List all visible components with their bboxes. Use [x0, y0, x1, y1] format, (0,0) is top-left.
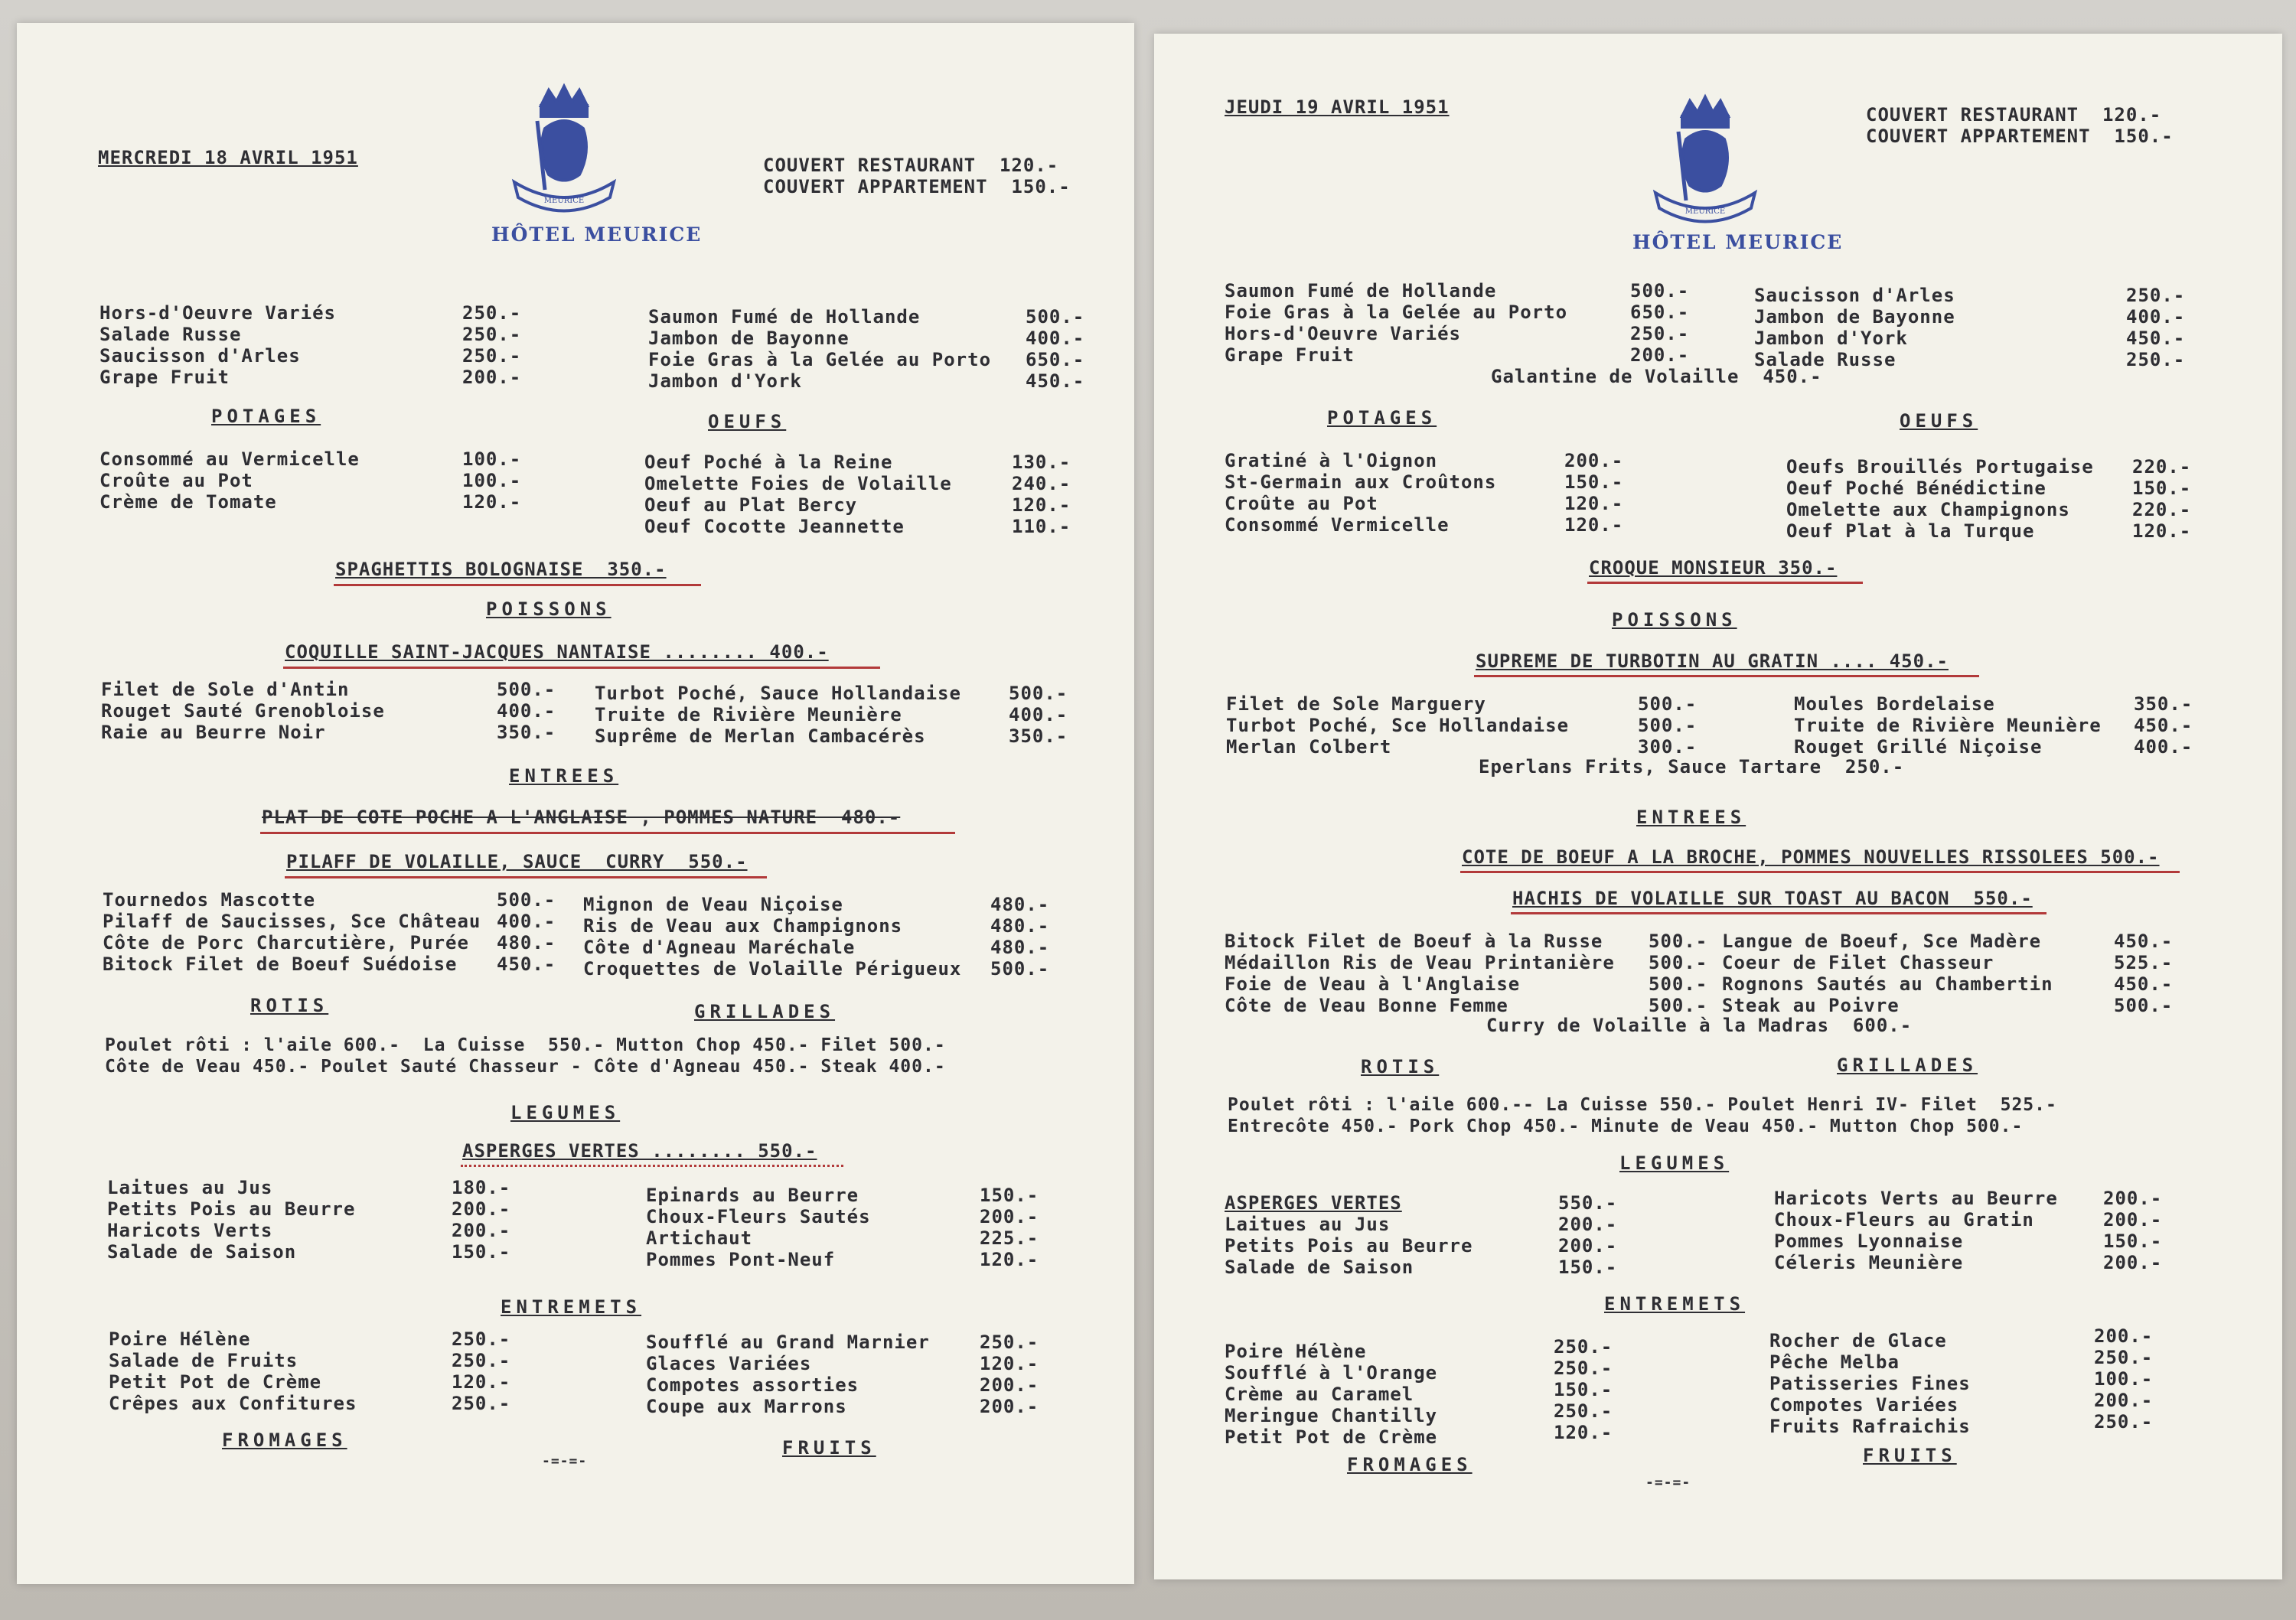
- price: 500.-: [990, 958, 1050, 979]
- price: 200.-: [452, 1198, 511, 1220]
- list-item: Suprême de Merlan Cambacérès: [595, 725, 926, 747]
- special-dish: SUPREME DE TURBOTIN AU GRATIN .... 450.-: [1476, 650, 1949, 672]
- section-title-fromages: FROMAGES: [1347, 1454, 1473, 1475]
- list-item: Bitock Filet de Boeuf à la Russe: [1225, 931, 1603, 952]
- list-item: Saucisson d'Arles: [1754, 285, 1955, 306]
- list-item: Ris de Veau aux Champignons: [583, 915, 903, 937]
- red-underline: [1474, 675, 1979, 677]
- price: 100.-: [462, 470, 522, 491]
- special-dish: SPAGHETTIS BOLOGNAISE 350.-: [335, 559, 667, 580]
- price: 120.-: [1554, 1422, 1613, 1443]
- price: 650.-: [1630, 302, 1690, 323]
- price: 450.-: [2126, 328, 2186, 349]
- price: 500.-: [2114, 995, 2174, 1016]
- list-item: Médaillon Ris de Veau Printanière: [1225, 952, 1615, 973]
- special-dish: PILAFF DE VOLAILLE, SAUCE CURRY 550.-: [286, 851, 748, 872]
- list-item: Omelette aux Champignons: [1786, 499, 2070, 520]
- entrees-left-names: [103, 889, 481, 975]
- potages-prices: [1564, 450, 1623, 536]
- end-mark: -=-=-: [542, 1453, 588, 1469]
- list-item: Oeuf Plat à la Turque: [1786, 520, 2035, 542]
- list-item: Céleris Meunière: [1774, 1252, 1964, 1273]
- potages-names: [99, 448, 360, 513]
- entrees-left-prices: [1649, 931, 1707, 1016]
- couvert-line: COUVERT RESTAURANT 120.-: [1866, 104, 2162, 125]
- list-item: Consommé Vermicelle: [1225, 514, 1450, 536]
- entrees-left-names: [1225, 931, 1615, 1016]
- list-item: Raie au Beurre Noir: [101, 722, 326, 743]
- price: 250.-: [2094, 1347, 2154, 1368]
- price: 120.-: [980, 1249, 1039, 1270]
- oeufs-prices: [1012, 451, 1071, 537]
- rotis-line: Poulet rôti : l'aile 600.- La Cuisse 550.- Mutton Chop 450.- Filet 500.-: [105, 1035, 946, 1055]
- starters-right-names: [648, 306, 991, 392]
- list-item: Saumon Fumé de Hollande: [1225, 280, 1497, 302]
- list-item: Salade de Saison: [1225, 1257, 1414, 1278]
- hotel-crest-logo: [507, 83, 621, 236]
- poissons-right-names: [595, 683, 961, 747]
- list-item: Filet de Sole d'Antin: [101, 679, 350, 700]
- red-underline: [260, 832, 955, 834]
- list-item: Foie Gras à la Gelée au Porto: [648, 349, 992, 370]
- legumes-right-prices: [2103, 1188, 2162, 1273]
- list-item: Turbot Poché, Sauce Hollandaise: [595, 683, 961, 704]
- price: 250.-: [980, 1332, 1039, 1353]
- section-title-poissons: POISSONS: [486, 598, 612, 620]
- price: 400.-: [1009, 704, 1068, 725]
- price: 200.-: [1558, 1235, 1618, 1257]
- list-item: Jambon d'York: [648, 370, 802, 392]
- price: 450.-: [2134, 715, 2193, 736]
- price: 400.-: [1026, 328, 1085, 349]
- special-dish-struck: PLAT DE COTE POCHE A L'ANGLAISE , POMMES NATURE 480.-: [262, 807, 901, 828]
- list-item: Soufflé à l'Orange: [1225, 1362, 1438, 1384]
- list-item: Croquettes de Volaille Périgueux: [583, 958, 962, 979]
- list-item: Hors-d'Oeuvre Variés: [1225, 323, 1461, 344]
- price: 180.-: [452, 1177, 511, 1198]
- price: 500.-: [1630, 280, 1690, 302]
- price: 650.-: [1026, 349, 1085, 370]
- price: 220.-: [2132, 456, 2192, 478]
- section-title-entremets: ENTREMETS: [1604, 1293, 1746, 1315]
- price: 120.-: [2132, 520, 2192, 542]
- list-item: Crêpes aux Confitures: [109, 1393, 357, 1414]
- list-item: Salade Russe: [1754, 349, 1896, 370]
- price: 500.-: [1638, 693, 1698, 715]
- section-title-grillades: GRILLADES: [694, 1001, 836, 1022]
- price: 200.-: [980, 1206, 1039, 1227]
- price: 500.-: [1009, 683, 1068, 704]
- entremets-left-names: [109, 1328, 357, 1414]
- list-item: Bitock Filet de Boeuf Suédoise: [103, 953, 458, 975]
- entremets-left-prices: [1554, 1336, 1613, 1443]
- list-item: Poire Hélène: [1225, 1341, 1367, 1362]
- price: 400.-: [497, 700, 556, 722]
- price: 120.-: [452, 1371, 511, 1393]
- list-item: Haricots Verts au Beurre: [1774, 1188, 2058, 1209]
- entrees-right-prices: [990, 894, 1049, 979]
- price: 100.-: [462, 448, 522, 470]
- red-underline: [1511, 912, 2047, 914]
- price: 480.-: [990, 894, 1050, 915]
- galantine-line: Galantine de Volaille 450.-: [1491, 366, 1822, 387]
- list-item: Oeuf Poché Bénédictine: [1786, 478, 2047, 499]
- price: 220.-: [2132, 499, 2192, 520]
- price: 350.-: [497, 722, 556, 743]
- section-title-rotis: ROTIS: [250, 995, 329, 1016]
- poissons-left-names: [101, 679, 385, 743]
- legumes-right-names: [646, 1185, 871, 1270]
- price: 500.-: [1026, 306, 1085, 328]
- list-item: Crème de Tomate: [99, 491, 277, 513]
- poissons-right-prices: [1009, 683, 1068, 747]
- price: 250.-: [2126, 285, 2186, 306]
- price: 500.-: [1649, 952, 1708, 973]
- special-dish: COQUILLE SAINT-JACQUES NANTAISE ........ 400.-: [285, 641, 829, 663]
- legumes-left-names: [1225, 1192, 1473, 1278]
- price: 500.-: [1649, 995, 1708, 1016]
- price: 500.-: [497, 679, 556, 700]
- list-item: Choux-Fleurs Sautés: [646, 1206, 871, 1227]
- list-item: Compotes Variées: [1769, 1394, 1959, 1416]
- list-item: Petits Pois au Beurre: [1225, 1235, 1473, 1257]
- red-underline: [334, 584, 701, 586]
- price: 200.-: [2094, 1390, 2154, 1411]
- couvert-line: COUVERT APPARTEMENT 150.-: [1866, 125, 2174, 147]
- price: 500.-: [1638, 715, 1698, 736]
- starters-right-prices: [1026, 306, 1084, 392]
- legumes-right-prices: [980, 1185, 1039, 1270]
- price: 150.-: [452, 1241, 511, 1263]
- list-item: Grape Fruit: [1225, 344, 1355, 366]
- price: 130.-: [1012, 451, 1071, 473]
- poissons-right-prices: [2134, 693, 2193, 758]
- oeufs-names: [644, 451, 952, 537]
- list-item: Pêche Melba: [1769, 1351, 1900, 1373]
- list-item: Oeuf Poché à la Reine: [644, 451, 893, 473]
- hotel-crest-logo: [1648, 93, 1763, 246]
- list-item: Choux-Fleurs au Gratin: [1774, 1209, 2034, 1230]
- entrees-left-prices: [497, 889, 556, 975]
- list-item: Petit Pot de Crème: [1225, 1426, 1438, 1448]
- price: 100.-: [2094, 1368, 2154, 1390]
- list-item: Côte d'Agneau Maréchale: [583, 937, 856, 958]
- list-item: Hors-d'Oeuvre Variés: [99, 302, 336, 324]
- price: 250.-: [1630, 323, 1690, 344]
- price: 250.-: [462, 302, 522, 324]
- potages-names: [1225, 450, 1496, 536]
- price: 500.-: [497, 889, 556, 911]
- list-item: Laitues au Jus: [107, 1177, 273, 1198]
- list-item: Mignon de Veau Niçoise: [583, 894, 843, 915]
- list-item: Artichaut: [646, 1227, 753, 1249]
- section-title-grillades: GRILLADES: [1837, 1054, 1978, 1076]
- list-item: Pommes Pont-Neuf: [646, 1249, 836, 1270]
- curry-line: Curry de Volaille à la Madras 600.-: [1486, 1015, 1913, 1036]
- list-item: Consommé au Vermicelle: [99, 448, 360, 470]
- price: 350.-: [2134, 693, 2193, 715]
- section-title-fruits: FRUITS: [782, 1437, 876, 1459]
- hotel-name: HÔTEL MEURICE: [491, 223, 703, 246]
- list-item: Salade de Saison: [107, 1241, 297, 1263]
- price: 200.-: [462, 367, 522, 388]
- price: 120.-: [462, 491, 522, 513]
- section-title-poissons: POISSONS: [1612, 609, 1737, 631]
- price: 110.-: [1012, 516, 1071, 537]
- oeufs-names: [1786, 456, 2094, 542]
- list-item: Epinards au Beurre: [646, 1185, 859, 1206]
- list-item: Rocher de Glace: [1769, 1330, 1947, 1351]
- list-item: Saumon Fumé de Hollande: [648, 306, 921, 328]
- hotel-name: HÔTEL MEURICE: [1632, 231, 1844, 253]
- section-title-oeufs: OEUFS: [1900, 410, 1978, 432]
- menu-sheet-wednesday: [17, 23, 1134, 1584]
- price: 200.-: [452, 1220, 511, 1241]
- price: 250.-: [1554, 1400, 1613, 1422]
- price: 250.-: [1554, 1358, 1613, 1379]
- entremets-right-names: [646, 1332, 930, 1417]
- end-mark: -=-=-: [1645, 1475, 1691, 1491]
- price: 150.-: [2132, 478, 2192, 499]
- price: 480.-: [990, 937, 1050, 958]
- price: 525.-: [2114, 952, 2174, 973]
- red-underline: [283, 667, 880, 669]
- list-item: Glaces Variées: [646, 1353, 812, 1374]
- price: 150.-: [1564, 471, 1624, 493]
- price: 240.-: [1012, 473, 1071, 494]
- section-title-legumes: LEGUMES: [510, 1102, 621, 1123]
- price: 250.-: [2094, 1411, 2154, 1433]
- couvert-block: [763, 155, 1071, 197]
- list-item: Grape Fruit: [99, 367, 230, 388]
- list-item: Compotes assorties: [646, 1374, 859, 1396]
- list-item: Foie Gras à la Gelée au Porto: [1225, 302, 1568, 323]
- starters-left-names: [99, 302, 336, 388]
- price: 200.-: [2103, 1188, 2163, 1209]
- section-title-potages: POTAGES: [211, 406, 321, 427]
- list-item: Côte de Veau Bonne Femme: [1225, 995, 1508, 1016]
- crest-ribbon-text: MEURICE: [1684, 207, 1726, 216]
- poissons-left-prices: [1638, 693, 1697, 758]
- list-item: Salade de Fruits: [109, 1350, 298, 1371]
- price: 200.-: [2103, 1252, 2163, 1273]
- couvert-line: COUVERT APPARTEMENT 150.-: [763, 176, 1071, 197]
- price: 250.-: [452, 1328, 511, 1350]
- poissons-right-names: [1794, 693, 2102, 758]
- price: 150.-: [1558, 1257, 1618, 1278]
- price: 300.-: [1638, 736, 1698, 758]
- price: 150.-: [2103, 1230, 2163, 1252]
- starters-left-names: [1225, 280, 1567, 366]
- list-item: Laitues au Jus: [1225, 1214, 1391, 1235]
- list-item: Saucisson d'Arles: [99, 345, 301, 367]
- legumes-left-names: [107, 1177, 355, 1263]
- price: 225.-: [980, 1227, 1039, 1249]
- list-item: Jambon d'York: [1754, 328, 1908, 349]
- list-item: Truite de Rivière Meunière: [595, 704, 902, 725]
- special-dish: CROQUE MONSIEUR 350.-: [1589, 557, 1838, 579]
- price: 200.-: [2103, 1209, 2163, 1230]
- potages-prices: [462, 448, 521, 513]
- price: 120.-: [980, 1353, 1039, 1374]
- list-item: Merlan Colbert: [1226, 736, 1392, 758]
- list-item: Jambon de Bayonne: [648, 328, 850, 349]
- price: 250.-: [462, 345, 522, 367]
- price: 400.-: [2134, 736, 2193, 758]
- special-dish: COTE DE BOEUF A LA BROCHE, POMMES NOUVELLES RISSOLEES 500.-: [1462, 846, 2160, 868]
- price: 450.-: [497, 953, 556, 975]
- entrees-right-names: [583, 894, 961, 979]
- starters-left-prices: [462, 302, 521, 388]
- list-item: Tournedos Mascotte: [103, 889, 316, 911]
- price: 350.-: [1009, 725, 1068, 747]
- list-item: Gratiné à l'Oignon: [1225, 450, 1438, 471]
- legumes-left-prices: [452, 1177, 510, 1263]
- list-item: Coupe aux Marrons: [646, 1396, 847, 1417]
- entrees-right-names: [1722, 931, 2053, 1016]
- price: 250.-: [452, 1350, 511, 1371]
- list-item: Omelette Foies de Volaille: [644, 473, 952, 494]
- poissons-left-prices: [497, 679, 556, 743]
- entremets-right-prices: [980, 1332, 1039, 1417]
- list-item: Truite de Rivière Meunière: [1794, 715, 2102, 736]
- list-item: Pilaff de Saucisses, Sce Château: [103, 911, 481, 932]
- price: 150.-: [980, 1185, 1039, 1206]
- special-dish: ASPERGES VERTES ........ 550.-: [462, 1140, 817, 1162]
- list-item: Foie de Veau à l'Anglaise: [1225, 973, 1521, 995]
- price: 450.-: [2114, 973, 2174, 995]
- list-item: Croûte au Pot: [1225, 493, 1378, 514]
- price: 200.-: [2094, 1325, 2154, 1347]
- list-item: Croûte au Pot: [99, 470, 253, 491]
- price: 480.-: [497, 932, 556, 953]
- list-item: Crème au Caramel: [1225, 1384, 1414, 1405]
- price: 150.-: [1554, 1379, 1613, 1400]
- price: 250.-: [1554, 1336, 1613, 1358]
- price: 250.-: [2126, 349, 2186, 370]
- legumes-right-names: [1774, 1188, 2058, 1273]
- list-item: Oeuf au Plat Bercy: [644, 494, 858, 516]
- list-item: Poire Hélène: [109, 1328, 251, 1350]
- price: 450.-: [2114, 931, 2174, 952]
- price: 200.-: [980, 1374, 1039, 1396]
- list-item: Filet de Sole Marguery: [1226, 693, 1486, 715]
- list-item: St-Germain aux Croûtons: [1225, 471, 1497, 493]
- list-item: Coeur de Filet Chasseur: [1722, 952, 1994, 973]
- price: 450.-: [1026, 370, 1085, 392]
- red-dotted-underline: [461, 1165, 843, 1167]
- price: 400.-: [497, 911, 556, 932]
- entremets-left-names: [1225, 1341, 1437, 1448]
- legumes-left-prices: [1558, 1192, 1617, 1278]
- list-item: Langue de Boeuf, Sce Madère: [1722, 931, 2042, 952]
- price: 200.-: [980, 1396, 1039, 1417]
- price: 400.-: [2126, 306, 2186, 328]
- section-title-rotis: ROTIS: [1361, 1056, 1440, 1077]
- price: 200.-: [1558, 1214, 1618, 1235]
- price: 250.-: [452, 1393, 511, 1414]
- list-item: Pommes Lyonnaise: [1774, 1230, 1964, 1252]
- list-item: Meringue Chantilly: [1225, 1405, 1438, 1426]
- section-title-oeufs: OEUFS: [708, 411, 787, 432]
- rotis-line: Entrecôte 450.- Pork Chop 450.- Minute de Veau 450.- Mutton Chop 500.-: [1228, 1116, 2024, 1136]
- crest-ribbon-text: MEURICE: [543, 197, 585, 205]
- price: 500.-: [1649, 931, 1708, 952]
- list-item: Rouget Sauté Grenobloise: [101, 700, 385, 722]
- red-underline: [1587, 582, 1863, 584]
- starters-right-prices: [2126, 285, 2185, 370]
- list-item: ASPERGES VERTES: [1225, 1192, 1402, 1214]
- red-underline: [285, 876, 767, 878]
- list-item: Soufflé au Grand Marnier: [646, 1332, 930, 1353]
- entrees-right-prices: [2114, 931, 2173, 1016]
- menu-date: MERCREDI 18 AVRIL 1951: [98, 147, 358, 168]
- section-title-entrees: ENTREES: [509, 765, 619, 787]
- poissons-left-names: [1226, 693, 1569, 758]
- starters-right-names: [1754, 285, 1955, 370]
- list-item: Jambon de Bayonne: [1754, 306, 1955, 328]
- list-item: Steak au Poivre: [1722, 995, 1900, 1016]
- entremets-left-prices: [452, 1328, 510, 1414]
- section-title-fromages: FROMAGES: [222, 1429, 347, 1451]
- rotis-line: Poulet rôti : l'aile 600.-- La Cuisse 550.- Poulet Henri IV- Filet 525.-: [1228, 1095, 2057, 1115]
- section-title-entrees: ENTREES: [1636, 807, 1746, 828]
- list-item: Salade Russe: [99, 324, 242, 345]
- section-title-legumes: LEGUMES: [1619, 1152, 1730, 1174]
- list-item: Oeufs Brouillés Portugaise: [1786, 456, 2094, 478]
- list-item: Côte de Porc Charcutière, Purée: [103, 932, 469, 953]
- section-title-entremets: ENTREMETS: [501, 1296, 642, 1318]
- section-title-potages: POTAGES: [1327, 407, 1437, 429]
- price: 500.-: [1649, 973, 1708, 995]
- price: 550.-: [1558, 1192, 1618, 1214]
- couvert-line: COUVERT RESTAURANT 120.-: [763, 155, 1059, 176]
- list-item: Rognons Sautés au Chambertin: [1722, 973, 2053, 995]
- red-underline: [1460, 871, 2180, 873]
- list-item: Rouget Grillé Niçoise: [1794, 736, 2043, 758]
- starters-left-prices: [1630, 280, 1689, 366]
- list-item: Oeuf Cocotte Jeannette: [644, 516, 905, 537]
- price: 120.-: [1564, 514, 1624, 536]
- list-item: Moules Bordelaise: [1794, 693, 1995, 715]
- list-item: Haricots Verts: [107, 1220, 273, 1241]
- list-item: Petit Pot de Crème: [109, 1371, 322, 1393]
- price: 200.-: [1564, 450, 1624, 471]
- couvert-block: [1866, 104, 2174, 147]
- rotis-line: Côte de Veau 450.- Poulet Sauté Chasseur - Côte d'Agneau 450.- Steak 400.-: [105, 1057, 946, 1077]
- menu-sheet-thursday: [1154, 34, 2282, 1579]
- list-item: Petits Pois au Beurre: [107, 1198, 356, 1220]
- list-item: Turbot Poché, Sce Hollandaise: [1226, 715, 1570, 736]
- price: 200.-: [1630, 344, 1690, 366]
- price: 250.-: [462, 324, 522, 345]
- entremets-right-names: [1769, 1330, 1971, 1437]
- oeufs-prices: [2132, 456, 2191, 542]
- entremets-right-prices: [2094, 1325, 2153, 1433]
- eperlans-line: Eperlans Frits, Sauce Tartare 250.-: [1479, 756, 1905, 777]
- list-item: Fruits Rafraichis: [1769, 1416, 1971, 1437]
- price: 480.-: [990, 915, 1050, 937]
- price: 120.-: [1564, 493, 1624, 514]
- menu-date: JEUDI 19 AVRIL 1951: [1225, 96, 1450, 118]
- special-dish: HACHIS DE VOLAILLE SUR TOAST AU BACON 550.-: [1512, 888, 2033, 909]
- price: 120.-: [1012, 494, 1071, 516]
- list-item: Patisseries Fines: [1769, 1373, 1971, 1394]
- section-title-fruits: FRUITS: [1863, 1445, 1957, 1466]
